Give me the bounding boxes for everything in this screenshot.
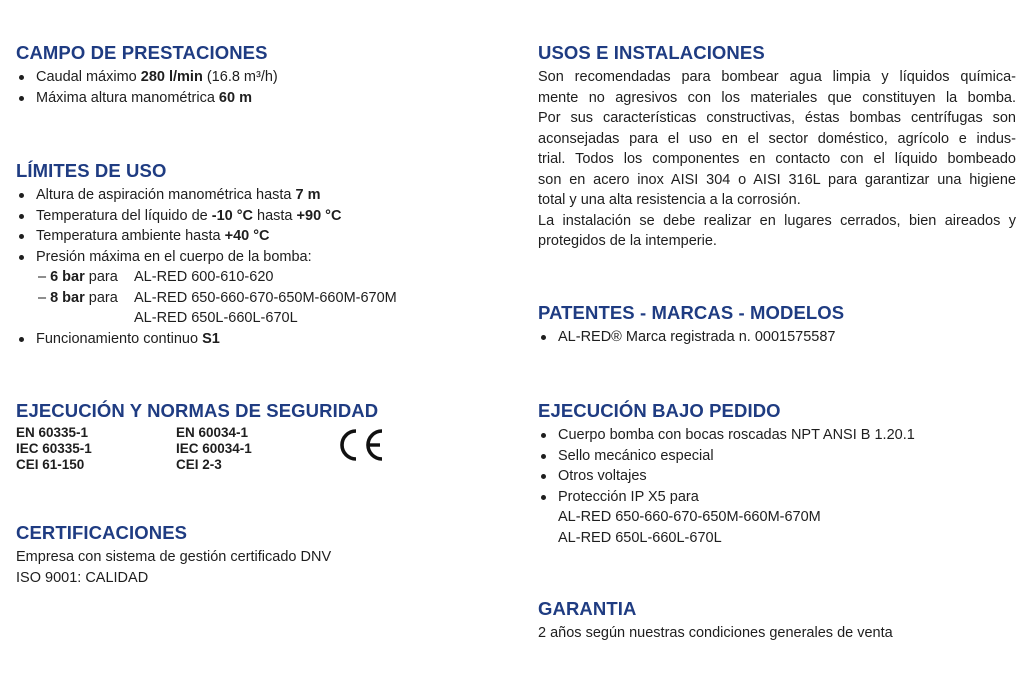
temp-ambiente-value: +40 °C: [224, 228, 270, 244]
dash: –: [38, 269, 51, 285]
usos-line: Por sus características constructivas, éstas bombas centrífugas son: [538, 110, 1016, 126]
usos-line: trial. Todos los componentes en contacto con el líquido bombeado: [538, 151, 1016, 167]
funcionamiento-value: S1: [202, 330, 220, 347]
patentes-section: [538, 302, 1016, 348]
usos-line: aconsejadas para el uso en el sector doméstico, agrícolo e indus-: [538, 130, 1016, 147]
usos-paragraph: [538, 67, 1016, 252]
usos-line: mente no agresivos con los materiales que constituyen la bomba.: [538, 89, 1016, 106]
campo-title: CAMPO DE PRESTACIONES: [16, 42, 268, 63]
bajo-pedido-item: Cuerpo bomba con bocas roscadas NPT ANSI B 1.20.1: [538, 425, 1016, 446]
temp-liquido-mid: hasta: [253, 207, 297, 224]
temp-ambiente-label: Temperatura ambiente hasta: [36, 228, 225, 244]
ce-mark-icon: [334, 428, 386, 462]
limites-section: [16, 160, 516, 349]
presion-8bar-models-2: AL-RED 650L-660L-670L: [134, 310, 298, 326]
norma: EN 60335-1: [16, 425, 89, 440]
patentes-title: PATENTES - MARCAS - MODELOS: [538, 302, 845, 323]
presion-item: Presión máxima en el cuerpo de la bomba:: [16, 247, 516, 268]
caudal-label: Caudal máximo: [36, 69, 141, 85]
bajo-pedido-item: Sello mecánico especial: [538, 446, 1016, 467]
caudal-extra: (16.8 m³/h): [202, 69, 278, 85]
altura-item: [16, 88, 516, 109]
bajo-pedido-title: EJECUCIÓN BAJO PEDIDO: [538, 400, 781, 421]
certificaciones-title: CERTIFICACIONES: [16, 522, 188, 543]
bajo-pedido-section: [538, 400, 1016, 548]
ejecucion-normas-title: EJECUCIÓN Y NORMAS DE SEGURIDAD: [16, 400, 379, 421]
certificaciones-line-1: Empresa con sistema de gestión certificado DNV: [16, 549, 332, 565]
garantia-text: 2 años según nuestras condiciones generales de venta: [538, 625, 893, 641]
presion-6bar-models: AL-RED 600-610-620: [134, 269, 274, 285]
limites-title: LÍMITES DE USO: [16, 160, 167, 181]
campo-section: [16, 42, 516, 108]
norma: IEC 60335-1: [16, 441, 92, 456]
caudal-item: [16, 67, 516, 88]
garantia-title: GARANTIA: [538, 598, 637, 619]
certificaciones-line-2: ISO 9001: CALIDAD: [16, 569, 149, 586]
normas-table: [16, 425, 516, 473]
bajo-pedido-item: Protección IP X5 para: [538, 487, 1016, 508]
norma: CEI 2-3: [176, 457, 222, 472]
normas-col-1: [16, 425, 176, 473]
aspiracion-label: Altura de aspiración manométrica hasta: [36, 187, 296, 203]
temp-liquido-min: -10 °C: [211, 207, 253, 224]
usos-line: son en acero inox AISI 304 o AISI 316L para garantizar una higiene: [538, 171, 1016, 188]
funcionamiento-item: [16, 329, 516, 350]
usos-section: [538, 42, 1016, 252]
temp-ambiente-item: [16, 226, 516, 247]
usos-line: protegidos de la intemperie.: [538, 233, 717, 249]
presion-6bar-label: [38, 267, 134, 288]
ejecucion-normas-section: [16, 400, 516, 473]
altura-label: Máxima altura manométrica: [36, 89, 219, 106]
norma: EN 60034-1: [176, 425, 249, 440]
presion-8bar-models-1: AL-RED 650-660-670-650M-660M-670M: [134, 289, 397, 306]
garantia-section: [538, 598, 1016, 644]
temp-liquido-max: +90 °C: [296, 207, 342, 224]
aspiracion-value: 7 m: [295, 187, 321, 203]
para-label: para: [84, 269, 118, 285]
para-label: para: [84, 289, 118, 306]
dash: –: [38, 289, 51, 306]
aspiracion-item: [16, 185, 516, 206]
presion-8bar-row: [16, 288, 516, 309]
usos-line: total y una alta resistencia a la corrosión.: [538, 192, 801, 208]
caudal-value: 280 l/min: [140, 69, 203, 85]
usos-title: USOS E INSTALACIONES: [538, 42, 765, 63]
normas-col-2: [176, 425, 336, 473]
bajo-pedido-models-1: AL-RED 650-660-670-650M-660M-670M: [558, 509, 821, 525]
presion-8bar-label: [38, 288, 134, 309]
norma: IEC 60034-1: [176, 441, 252, 456]
patentes-item: AL-RED® Marca registrada n. 0001575587: [538, 327, 1016, 348]
norma: CEI 61-150: [16, 457, 85, 472]
presion-8bar-value: 8 bar: [50, 289, 85, 306]
altura-value: 60 m: [218, 89, 252, 106]
bajo-pedido-item: Otros voltajes: [538, 466, 1016, 487]
usos-line: La instalación se debe realizar en lugares cerrados, bien aireados y: [538, 212, 1016, 229]
presion-6bar-value: 6 bar: [50, 269, 85, 285]
temp-liquido-label: Temperatura del líquido de: [36, 207, 212, 224]
usos-line: Son recomendadas para bombear agua limpia y líquidos química-: [538, 69, 1016, 85]
presion-6bar-row: [16, 267, 516, 288]
certificaciones-section: [16, 522, 516, 588]
temp-liquido-item: [16, 206, 516, 227]
funcionamiento-label: Funcionamiento continuo: [36, 330, 203, 347]
bajo-pedido-models-2: AL-RED 650L-660L-670L: [558, 529, 722, 546]
